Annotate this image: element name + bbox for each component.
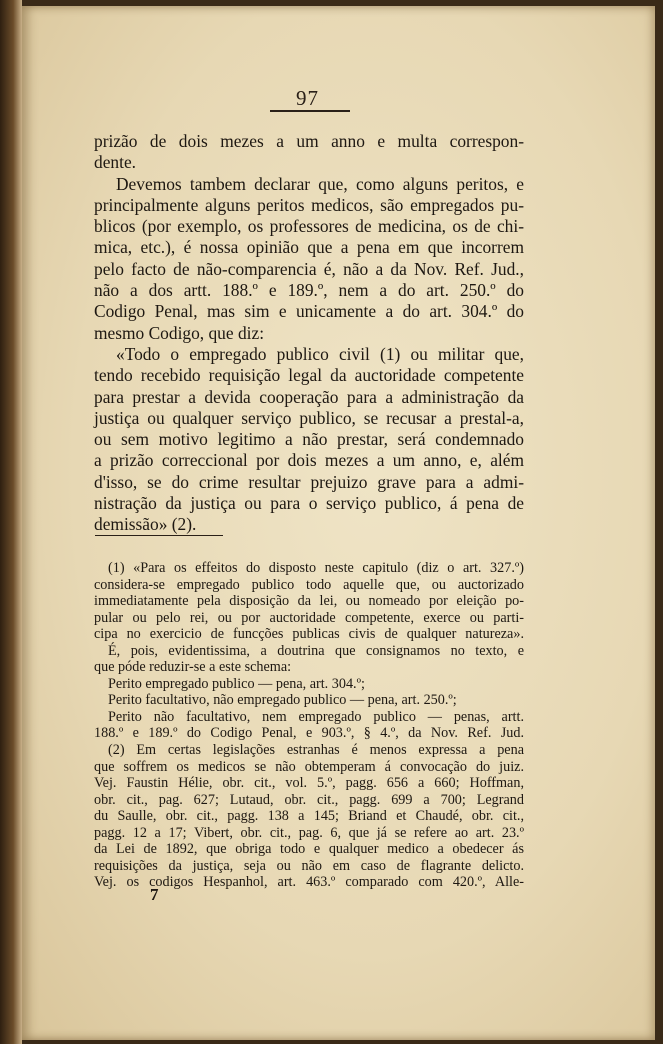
body-line: a prizão correccional por dois mezes a um anno, e, além [94,450,524,471]
footnote-line: (1) «Para os effeitos do disposto neste capitulo (diz o art. 327.º) [108,560,524,576]
footnote-separator [95,535,223,536]
body-line: d'isso, se do crime resultar prejuizo grave para a admi- [94,471,524,492]
footnote-line: requisições da justiça, seja ou não em caso de flagrante delicto. [94,857,524,874]
body-line: mesmo Codigo, que diz: [94,322,265,343]
body-line: principalmente alguns peritos medicos, são empregados pu- [94,194,524,215]
signature-mark: 7 [150,885,159,904]
body-line: mica, etc.), é nossa opinião que a pena em que incorrem [94,237,524,258]
footnote-line: cipa no exercicio de funcções publicas civis de qualquer natureza». [94,626,524,643]
footnote-line: du Saulle, obr. cit., pagg. 138 a 145; Briand et Chaudé, obr. cit., [94,808,524,825]
body-line: blicos (por exemplo, os professores de medicina, os de chi- [94,216,524,237]
footnote-line: Perito facultativo, não empregado publico — pena, art. 250.º; [108,692,457,709]
book-spine-shadow [0,0,22,1044]
footnote-line: que soffrem os medicos se não obtemperam á convocação do juiz. [94,758,524,775]
footnote-line: (2) Em certas legislações estranhas é menos expressa a pena [108,742,524,759]
body-line: Devemos tambem declarar que, como alguns peritos, e [116,173,524,194]
footnote-line: que póde reduzir-se a este schema: [94,659,292,676]
body-line: ou sem motivo legitimo a não prestar, será condemnado [94,429,524,450]
body-line: pelo facto de não-comparencia é, não a da Nov. Ref. Jud., [94,258,524,279]
body-line: nistração da justiça ou para o serviço publico, á pena de [94,493,524,514]
footnote-line: É, pois, evidentissima, a doutrina que consignamos no texto, e [108,642,524,659]
footnote-line: da Lei de 1892, que obriga todo e qualquer medico a obedecer ás [94,841,524,858]
footnote-line: 188.º e 189.º do Codigo Penal, e 903.º, § 4.º, da Nov. Ref. Jud. [94,725,524,742]
footnote-line: pular ou pelo rei, ou por auctoridade competente, exerce ou parti- [94,609,524,626]
body-line: tendo recebido requisição legal da auctoridade competente [94,365,524,386]
footnote-line: obr. cit., pag. 627; Lutaud, obr. cit., pagg. 699 a 700; Legrand [94,791,524,808]
footnotes [94,560,524,891]
footnote-line: Vej. os codigos Hespanhol, art. 463.º comparado com 420.º, Alle- [94,874,524,891]
body-line: dente. [94,152,137,173]
footnote-line: Perito empregado publico — pena, art. 304.º; [108,675,365,692]
page-number: 97 [296,86,319,110]
footnote-line: Vej. Faustin Hélie, obr. cit., vol. 5.º, pagg. 656 a 660; Hoffman, [94,775,524,792]
footnote-line: pagg. 12 a 17; Vibert, obr. cit., pag. 6, que já se refere ao art. 23.º [94,824,524,841]
footnote-line: immediatamente pela disposição da lei, ou nomeado por eleição po- [94,593,524,610]
body-line: justiça ou qualquer serviço publico, se recusar a prestal-a, [94,407,524,428]
body-line: Codigo Penal, mas sim e unicamente a do art. 304.º do [94,301,524,322]
body-line: demissão» (2). [94,514,197,535]
footnote-line: considera-se empregado publico todo aquelle que, ou auctorizado [94,576,524,593]
page-number-rule [270,110,350,112]
footnote-line: Perito não facultativo, nem empregado publico — penas, artt. [108,708,524,725]
body-line: não a dos artt. 188.º e 189.º, nem a do art. 250.º do [94,280,524,301]
main-text [94,131,524,536]
body-line: «Todo o empregado publico civil (1) ou militar que, [116,343,524,364]
body-line: prizão de dois mezes a um anno e multa correspon- [94,131,524,151]
body-line: para prestar a devida cooperação para a administração da [94,386,524,407]
